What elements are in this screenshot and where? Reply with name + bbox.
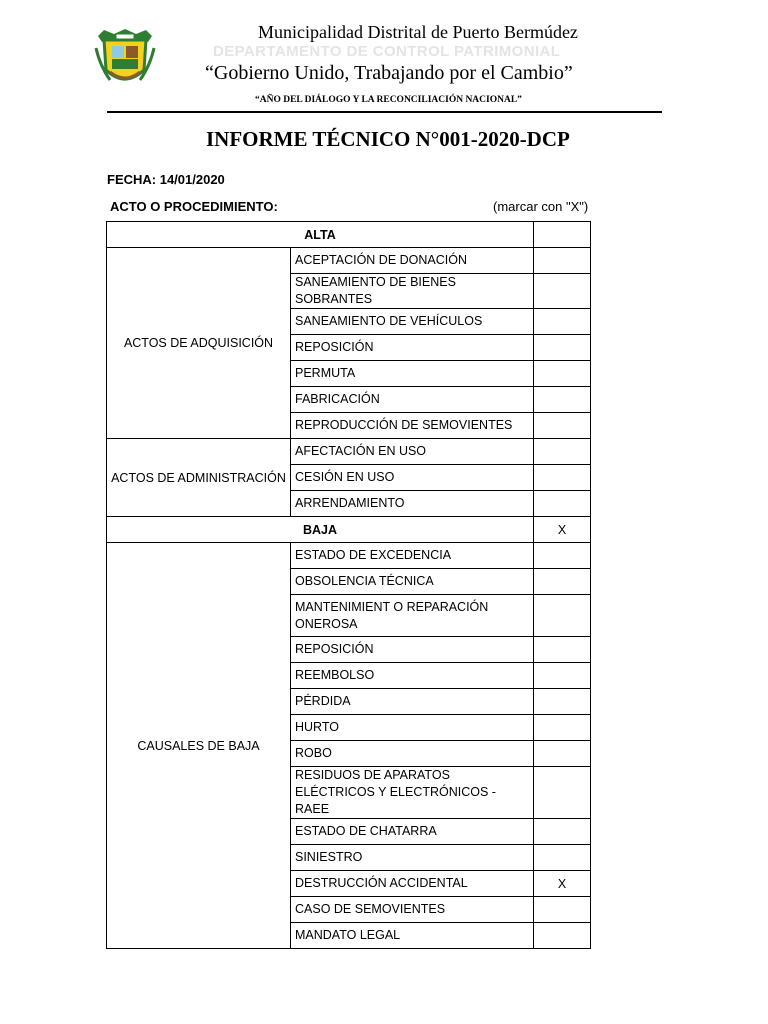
item-label: SINIESTRO	[291, 845, 534, 871]
mark-cell[interactable]	[534, 274, 591, 309]
item-label: MANDATO LEGAL	[291, 923, 534, 949]
slogan: “Gobierno Unido, Trabajando por el Cambio”	[205, 62, 573, 84]
item-label: HURTO	[291, 715, 534, 741]
item-label: DESTRUCCIÓN ACCIDENTAL	[291, 871, 534, 897]
administracion-group-label: ACTOS DE ADMINISTRACIÓN	[107, 439, 291, 517]
mark-cell[interactable]	[534, 595, 591, 637]
municipal-coat-of-arms-icon	[94, 26, 156, 92]
alta-header: ALTA	[107, 222, 534, 248]
procedure-label: ACTO O PROCEDIMIENTO:	[110, 199, 278, 214]
item-label: OBSOLENCIA TÉCNICA	[291, 569, 534, 595]
item-label: PERMUTA	[291, 361, 534, 387]
item-label: REPOSICIÓN	[291, 637, 534, 663]
mark-cell[interactable]	[534, 309, 591, 335]
mark-cell[interactable]	[534, 767, 591, 819]
item-label: ESTADO DE CHATARRA	[291, 819, 534, 845]
table-row	[107, 543, 591, 569]
item-label: CASO DE SEMOVIENTES	[291, 897, 534, 923]
mark-cell[interactable]	[534, 491, 591, 517]
header-divider	[107, 111, 662, 113]
mark-cell[interactable]	[534, 465, 591, 491]
item-label: SANEAMIENTO DE VEHÍCULOS	[291, 309, 534, 335]
item-label: SANEAMIENTO DE BIENES SOBRANTES	[291, 274, 534, 309]
baja-mark-cell[interactable]: X	[534, 517, 591, 543]
mark-cell[interactable]	[534, 689, 591, 715]
table-row	[107, 248, 591, 274]
mark-cell[interactable]	[534, 637, 591, 663]
item-label: REPOSICIÓN	[291, 335, 534, 361]
year-motto: “AÑO DEL DIÁLOGO Y LA RECONCILIACIÓN NACIONAL”	[255, 95, 522, 105]
alta-row	[107, 222, 591, 248]
baja-row	[107, 517, 591, 543]
item-label: ARRENDAMIENTO	[291, 491, 534, 517]
item-label: AFECTACIÓN EN USO	[291, 439, 534, 465]
item-label: REEMBOLSO	[291, 663, 534, 689]
mark-cell[interactable]	[534, 923, 591, 949]
mark-cell[interactable]	[534, 663, 591, 689]
item-label: FABRICACIÓN	[291, 387, 534, 413]
item-label: ACEPTACIÓN DE DONACIÓN	[291, 248, 534, 274]
item-label: ROBO	[291, 741, 534, 767]
item-label: CESIÓN EN USO	[291, 465, 534, 491]
table-row	[107, 439, 591, 465]
adquisicion-group-label: ACTOS DE ADQUISICIÓN	[107, 248, 291, 439]
department-name: DEPARTAMENTO DE CONTROL PATRIMONIAL	[213, 43, 561, 60]
causales-group-label: CAUSALES DE BAJA	[107, 543, 291, 949]
mark-cell[interactable]	[534, 361, 591, 387]
mark-cell[interactable]	[534, 819, 591, 845]
mark-cell[interactable]	[534, 543, 591, 569]
mark-cell[interactable]	[534, 569, 591, 595]
procedure-table	[106, 221, 591, 949]
mark-cell[interactable]	[534, 741, 591, 767]
item-label: REPRODUCCIÓN DE SEMOVIENTES	[291, 413, 534, 439]
mark-cell[interactable]	[534, 413, 591, 439]
mark-instruction: (marcar con "X")	[493, 199, 589, 214]
municipality-name: Municipalidad Distrital de Puerto Bermúdez	[258, 22, 578, 42]
item-label: RESIDUOS DE APARATOS ELÉCTRICOS Y ELECTRÓNICOS - RAEE	[291, 767, 534, 819]
mark-cell[interactable]	[534, 439, 591, 465]
alta-mark-cell[interactable]	[534, 222, 591, 248]
baja-header: BAJA	[107, 517, 534, 543]
document-date: FECHA: 14/01/2020	[107, 172, 225, 187]
document-title: INFORME TÉCNICO N°001-2020-DCP	[206, 127, 570, 151]
mark-cell[interactable]	[534, 897, 591, 923]
item-label: ESTADO DE EXCEDENCIA	[291, 543, 534, 569]
mark-cell[interactable]	[534, 335, 591, 361]
item-label: MANTENIMIENT O REPARACIÓN ONEROSA	[291, 595, 534, 637]
mark-cell[interactable]	[534, 845, 591, 871]
mark-cell[interactable]: X	[534, 871, 591, 897]
mark-cell[interactable]	[534, 715, 591, 741]
mark-cell[interactable]	[534, 387, 591, 413]
item-label: PÉRDIDA	[291, 689, 534, 715]
mark-cell[interactable]	[534, 248, 591, 274]
